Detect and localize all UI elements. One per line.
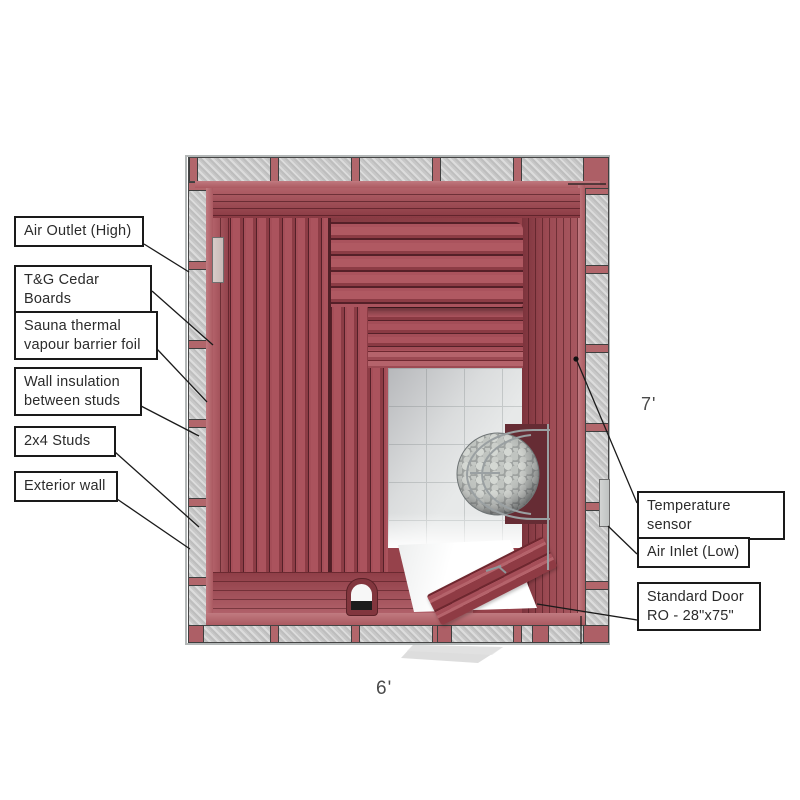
corner-stud-bottom-right [583,625,609,643]
bench-top-upper-tier [330,222,523,307]
sauna-light-band [351,601,372,610]
bench-tier-shadow [368,307,523,317]
callout-2x4-studs: 2x4 Studs [14,426,116,457]
wall-insulation-top [188,157,609,183]
corner-stud-bottom-left [188,625,204,643]
callout-air-outlet: Air Outlet (High) [14,216,144,247]
door-king-stud-left [437,625,452,643]
tile-floor-glow [388,448,522,548]
dimension-width: 6' [376,678,393,699]
callout-standard-door: Standard Door RO - 28"x75" [637,582,761,631]
sauna-light [346,578,378,616]
dimension-height: 7' [641,394,657,414]
callout-temperature-sensor: Temperature sensor [637,491,785,540]
wall-plate-top [195,181,600,188]
cedar-wall-face-top [213,188,580,218]
open-door-leaf [401,645,503,663]
callout-air-inlet: Air Inlet (Low) [637,537,750,568]
callout-wall-insulation: Wall insulation between studs [14,367,142,416]
sauna-light-lens [351,584,372,601]
wall-plate-right [578,185,585,625]
air-inlet-vent [599,479,610,527]
air-outlet-vent [212,237,224,283]
callout-exterior-wall: Exterior wall [14,471,118,502]
wall-insulation-right [585,185,609,627]
door-king-stud-right [532,625,549,643]
callout-cedar-boards: T&G Cedar Boards [14,265,152,314]
bench-front-fascia [368,351,523,368]
callout-vapour-barrier: Sauna thermal vapour barrier foil [14,311,158,360]
wall-plate-bottom [206,613,585,625]
bench-left-upper-tier [230,218,330,572]
sauna-plan [185,155,610,645]
